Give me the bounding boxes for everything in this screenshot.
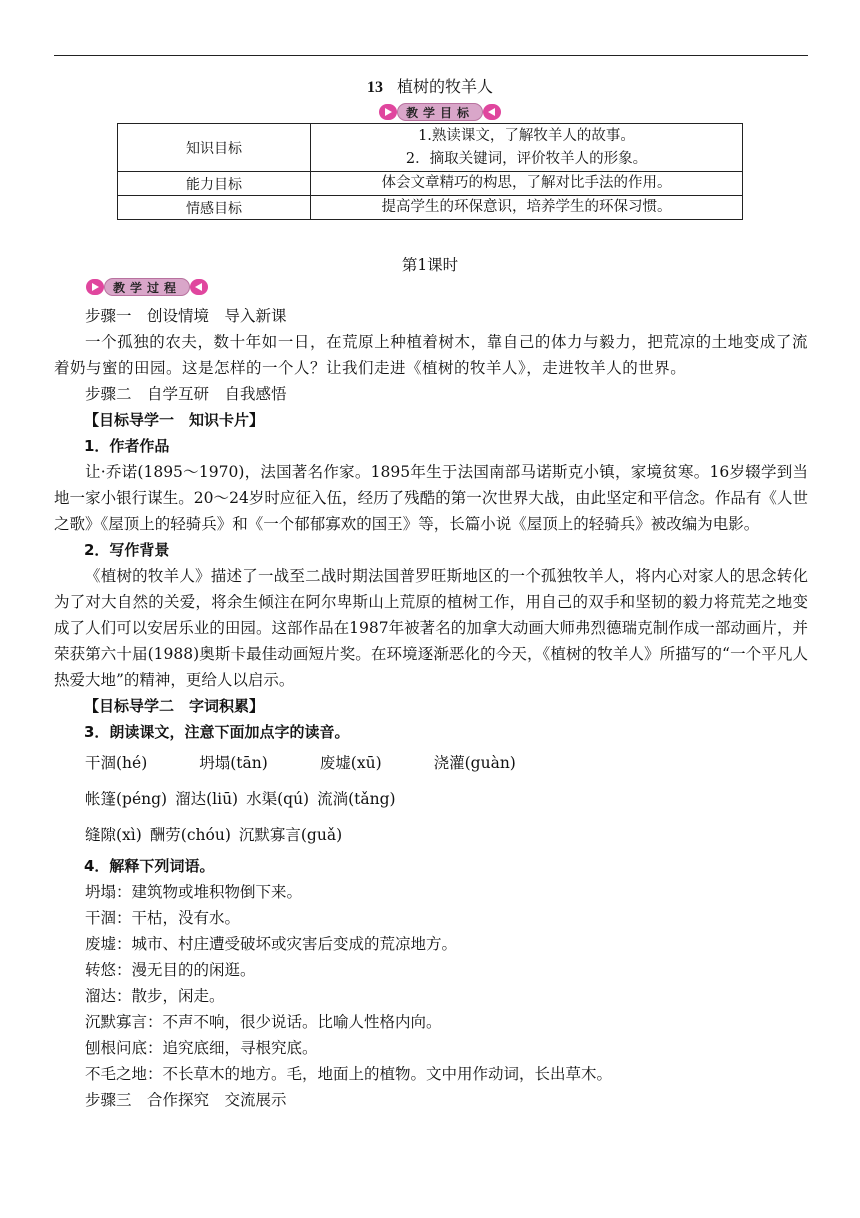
goals-row	[118, 172, 743, 196]
goals-banner	[379, 102, 501, 122]
guide-heading: 【目标导学二 字词积累】	[84, 697, 265, 715]
main-content	[54, 303, 808, 1113]
section-heading: 3．朗读课文，注意下面加点字的读音。	[84, 723, 350, 741]
goal-key: 知识目标	[118, 124, 311, 172]
step-heading: 步骤二 自学互研 自我感悟	[85, 385, 287, 403]
pron-item: 酬劳(chóu)	[149, 826, 231, 844]
term-definition: 废墟：城市、村庄遭受破坏或灾害后变成的荒凉地方。	[85, 935, 458, 953]
section-heading: 1．作者作品	[84, 437, 170, 455]
goal-value: 体会文章精巧的构思，了解对比手法的作用。	[311, 172, 743, 196]
pron-item: 帐篷(péng)	[85, 790, 168, 808]
lesson-title	[0, 74, 860, 97]
arrow-left-icon	[190, 279, 208, 295]
section-heading: 4．解释下列词语。	[84, 857, 215, 875]
goals-row	[118, 124, 743, 172]
pronunciation-row	[54, 781, 808, 817]
arrow-right-icon	[379, 104, 397, 120]
author-paragraph: 让·乔诺(1895～1970)，法国著名作家。1895年生于法国南部马诺斯克小镇，家境贫寒。16岁辍学到当地一家小银行谋生。20～24岁时应征入伍，经历了残酷的第一次世界大战，由此坚定和平信念。作品有《人世之歌》《屋顶上的轻骑兵》和《一个郁郁寡欢的国王》等，长篇小说《屋顶上的轻骑兵》被改编为电影。	[54, 463, 808, 533]
term-definition: 转悠：漫无目的的闲逛。	[85, 961, 256, 979]
step-heading: 步骤一 创设情境 导入新课	[85, 307, 287, 325]
pron-item: 沉默寡言(guǎ)	[238, 826, 343, 844]
process-banner	[86, 277, 208, 297]
lesson-title-text: 植树的牧羊人	[396, 77, 493, 96]
goals-table	[117, 123, 743, 220]
pronunciation-row	[54, 745, 808, 781]
step-heading: 步骤三 合作探究 交流展示	[85, 1091, 287, 1109]
guide-heading: 【目标导学一 知识卡片】	[84, 411, 265, 429]
term-definition: 刨根问底：追究底细，寻根究底。	[85, 1039, 318, 1057]
pron-item: 缝隙(xì)	[85, 826, 142, 844]
pron-item: 干涸(hé)	[85, 754, 148, 772]
term-definition: 不毛之地：不长草木的地方。毛，地面上的植物。文中用作动词，长出草木。	[85, 1065, 613, 1083]
term-definition: 坍塌：建筑物或堆积物倒下来。	[85, 883, 303, 901]
goal-value: 提高学生的环保意识，培养学生的环保习惯。	[311, 196, 743, 220]
section-heading: 2．写作背景	[84, 541, 170, 559]
goal-key: 能力目标	[118, 172, 311, 196]
lesson-number: 13	[366, 79, 383, 96]
pron-item: 废墟(xū)	[319, 754, 382, 772]
goal-line: 1.熟读课文，了解牧羊人的故事。	[418, 127, 635, 144]
process-banner-label: 教学过程	[104, 278, 190, 296]
goals-row	[118, 196, 743, 220]
term-definition: 干涸：干枯，没有水。	[85, 909, 241, 927]
pron-item: 流淌(tǎng)	[317, 790, 396, 808]
pron-item: 溜达(liū)	[175, 790, 239, 808]
goal-line: 2．摘取关键词，评价牧羊人的形象。	[405, 150, 648, 167]
term-definition: 溜达：散步，闲走。	[85, 987, 225, 1005]
pronunciation-row	[54, 817, 808, 853]
arrow-right-icon	[86, 279, 104, 295]
pron-item: 坍塌(tān)	[199, 754, 268, 772]
top-rule	[54, 55, 808, 56]
goals-banner-label: 教学目标	[397, 103, 483, 121]
pron-item: 水渠(qú)	[246, 790, 310, 808]
goal-key: 情感目标	[118, 196, 311, 220]
intro-paragraph: 一个孤独的农夫，数十年如一日，在荒原上种植着树木，靠自己的体力与毅力，把荒凉的土地变成了流着奶与蜜的田园。这是怎样的一个人？让我们走进《植树的牧羊人》，走进牧羊人的世界。	[54, 333, 808, 377]
background-paragraph: 《植树的牧羊人》描述了一战至二战时期法国普罗旺斯地区的一个孤独牧羊人，将内心对家人的思念转化为了对大自然的关爱，将余生倾注在阿尔卑斯山上荒原的植树工作，用自己的双手和坚韧的毅力将荒芜之地变成了人们可以安居乐业的田园。这部作品在1987年被著名的加拿大动画大师弗烈德瑞克制作成一部动画片，并荣获第六十届(1988)奥斯卡最佳动画短片奖。在环境逐渐恶化的今天，《植树的牧羊人》所描写的“一个平凡人热爱大地”的精神，更给人以启示。	[54, 567, 808, 689]
lesson-session-label: 第1课时	[401, 256, 459, 274]
term-definition: 沉默寡言：不声不响，很少说话。比喻人性格内向。	[85, 1013, 442, 1031]
arrow-left-icon	[483, 104, 501, 120]
pron-item: 浇灌(guàn)	[433, 754, 516, 772]
goal-value	[311, 124, 743, 172]
